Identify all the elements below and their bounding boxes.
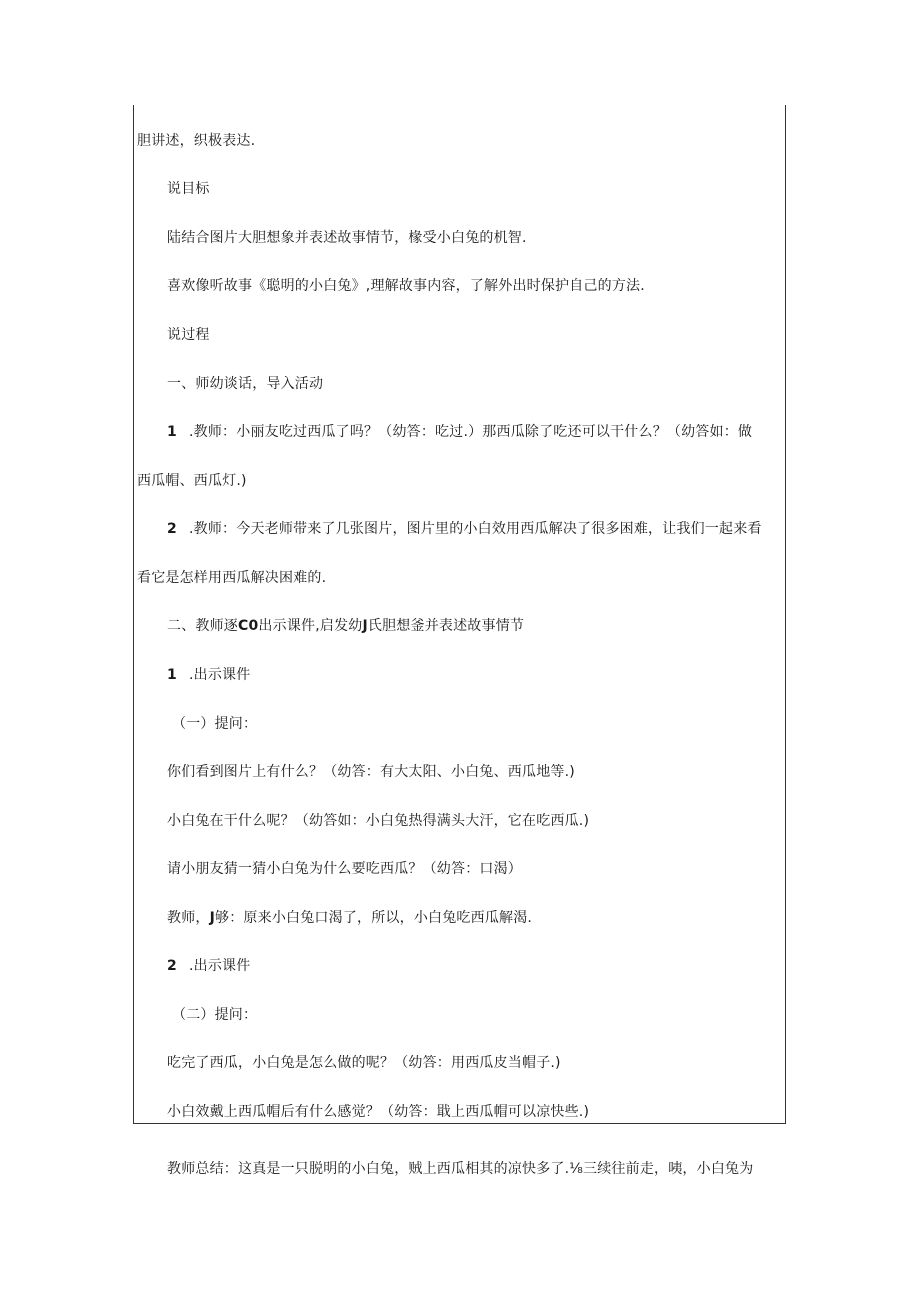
item-number: 1 [167,667,177,683]
item-number: 1 [167,424,177,440]
text-line: 小白兔在干什么呢？（幼答如：小白兔热得满头大汗，它在吃西瓜.) [167,813,590,829]
text-line [167,909,532,927]
text-segment: 教师， [167,910,210,926]
text-segment: J [362,618,368,634]
text-segment: 够：原来小白兔口渴了，所以，小白兔吃西瓜解渴. [215,910,533,926]
text-segment: 出示课件,启发幼 [258,618,363,634]
text-line [167,617,524,635]
text-line: 看它是怎样用西瓜解决困难的. [137,570,327,586]
section-heading-goals: 说目标 [167,181,210,197]
numbered-item [167,423,752,441]
text-segment: J [209,910,216,926]
item-number: 2 [167,958,177,974]
text-line: 小白效戴上西瓜帽后有什么感觉？（幼答：戢上西瓜帽可以凉快些.) [167,1104,590,1120]
text-segment: 二、教师逐 [167,618,238,634]
text-line: 陆结合图片大胆想象并表述故事情节，椽受小白兔的机智. [167,230,527,246]
numbered-item [167,957,250,975]
text-line: 请小朋友猜一猜小白兔为什么要吃西瓜？（幼答：口渴） [167,861,522,877]
text-line: 西瓜帽、西瓜灯.) [137,473,247,489]
item-text: .教师：今天老师带来了几张图片，图片里的小白效用西瓜解决了很多困难，让我们一起来看 [189,521,762,537]
text-line: 胆讲述，织极表达. [137,133,256,149]
item-number: 2 [167,521,177,537]
text-line: 教师总结：这真是一只脱明的小白兔，贼上西瓜相其的凉快多了.⅛三续往前走，咦，小白兔为 [167,1161,754,1177]
text-line: （一）提问： [172,716,258,732]
item-text: .教师：小丽友吃过西瓜了吗？（幼答：吃过.）那西瓜除了吃还可以干什么？（幼答如：做 [189,424,753,440]
text-line: 你们看到图片上有什么？（幼答：有大太阳、小白兔、西瓜地等.) [167,764,575,780]
item-text: .出示课件 [189,958,251,974]
item-text: .出示课件 [189,667,251,683]
text-segment: C0 [238,618,259,634]
numbered-item [167,520,762,538]
text-segment: 氏胆想釜并表述故事情节 [367,618,525,634]
text-line: 吃完了西瓜，小白兔是怎么做的呢？（幼答：用西瓜皮当帽子.) [167,1055,561,1071]
section-heading-process: 说过程 [167,327,210,343]
numbered-item [167,666,250,684]
text-line: 一、师幼谈话，导入活动 [167,376,324,392]
text-line: 喜欢像听故事《聪明的小白兔》,理解故事内容，了解外出时保护自己的方法. [167,278,645,294]
text-line: （二）提问： [172,1007,258,1023]
